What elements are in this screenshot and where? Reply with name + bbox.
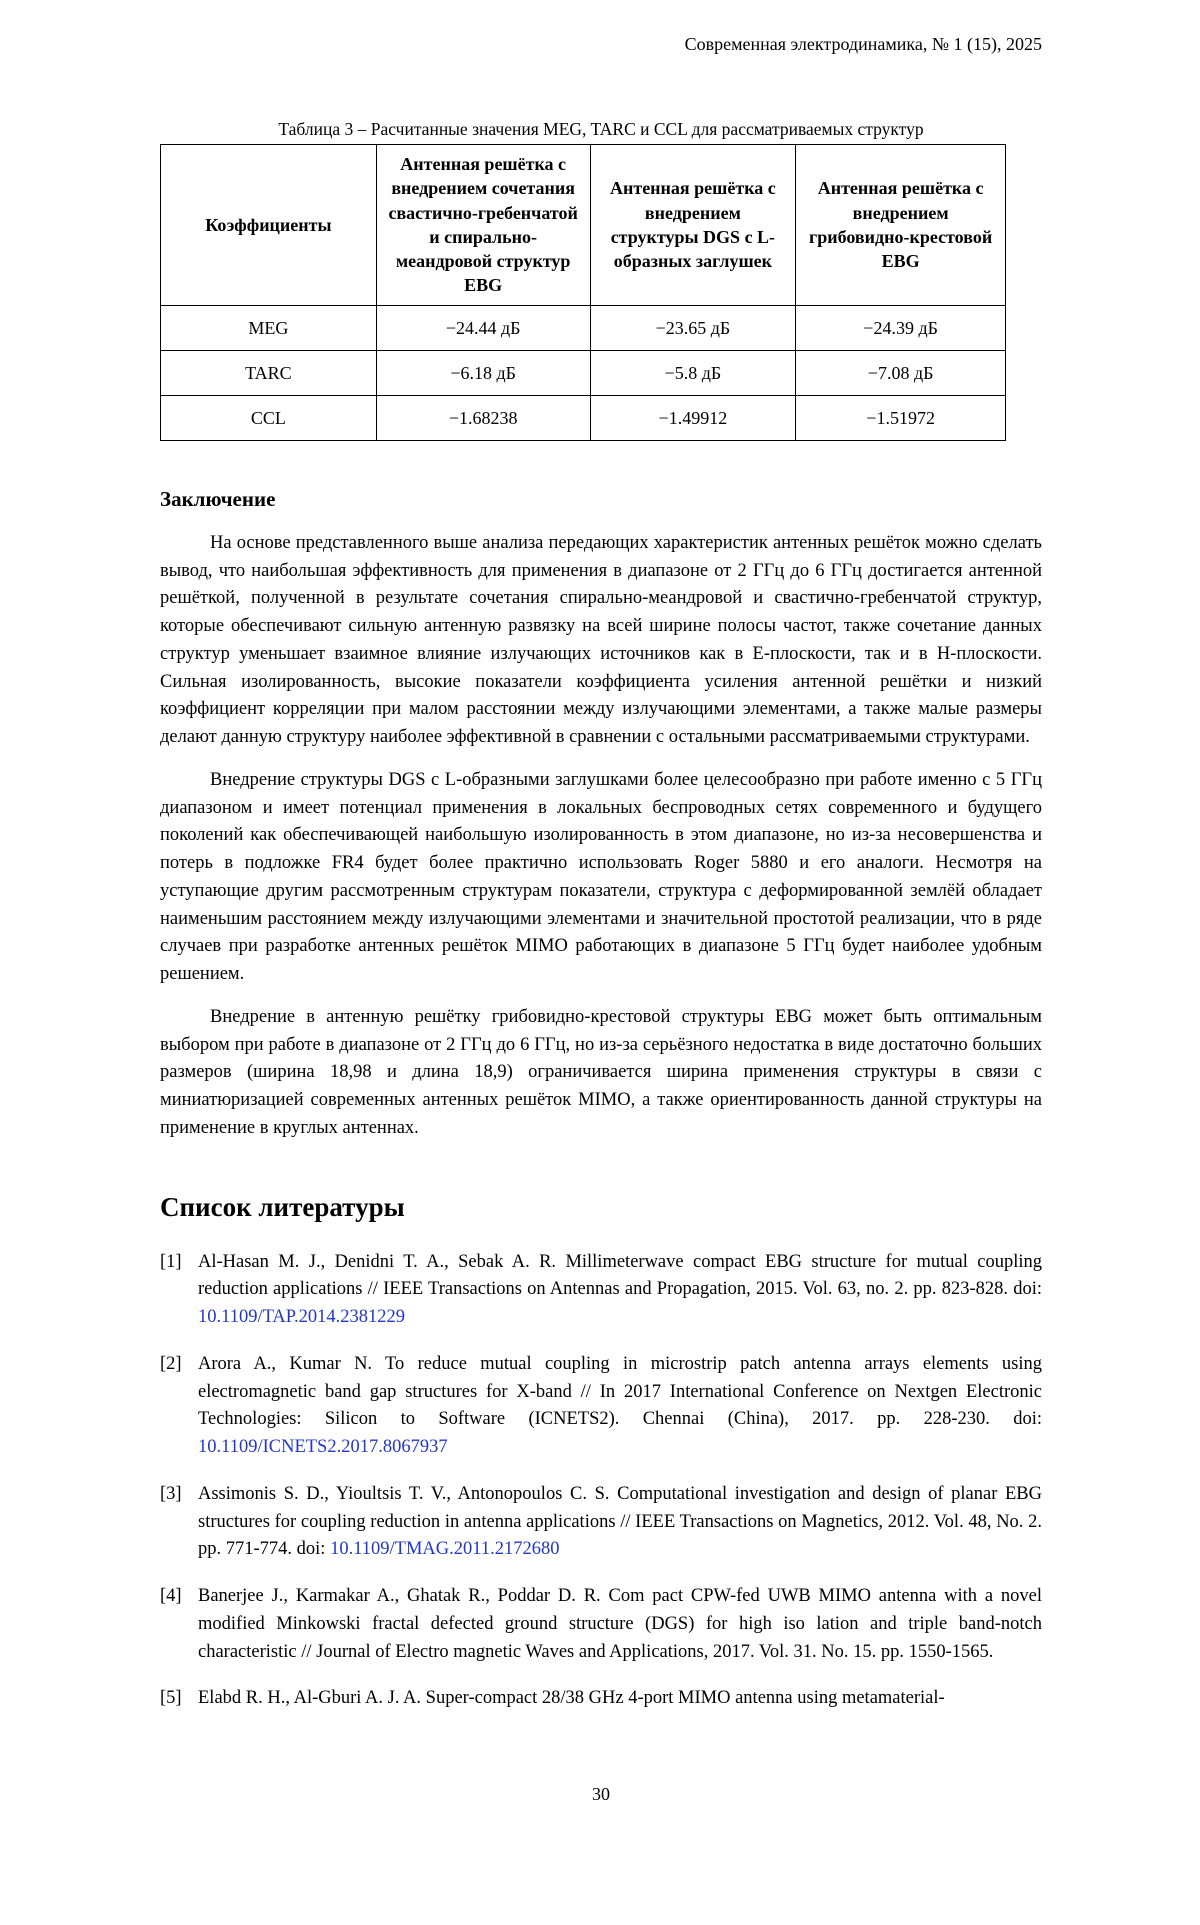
reference-number: [1]	[160, 1251, 182, 1272]
doi-link[interactable]: 10.1109/ICNETS2.2017.8067937	[198, 1437, 448, 1458]
row-label-meg: MEG	[161, 305, 377, 350]
doi-link[interactable]: 10.1109/TMAG.2011.2172680	[330, 1539, 560, 1560]
table-row	[161, 395, 1006, 440]
reference-text: Banerjee J., Karmakar A., Ghatak R., Poddar D. R. Com pact CPW-fed UWB MIMO antenna with a novel modified Minkowski fractal defected ground structure (DGS) for high iso lation and triple band-notch characteristic // Journal of Electro magnetic Waves and Applications, 2017. Vol. 31. No. 15. pp. 1550-1565.	[198, 1586, 1042, 1662]
table-cell: −1.51972	[796, 395, 1006, 440]
doi-link[interactable]: 10.1109/TAP.2014.2381229	[198, 1307, 405, 1328]
reference-item	[160, 1249, 1042, 1332]
references-heading: Список литературы	[160, 1191, 405, 1222]
reference-item	[160, 1583, 1042, 1666]
reference-item	[160, 1481, 1042, 1564]
conclusion-paragraph: Внедрение в антенную решётку грибовидно-крестовой структуры EBG может быть оптимальным выбором при работе в диапазоне от 2 ГГц до 6 ГГц, но из-за серьёзного недостатка в виде достаточно больших размеров (ширина 18,98 и длина 18,9) ограничивается ширина применения структуры в связи с миниатюризацией современных антенных решёток MIMO, а также ориентированность данной структуры на применение в круглых антеннах.	[160, 1006, 1042, 1138]
reference-text: Elabd R. H., Al-Gburi A. J. A. Super-compact 28/38 GHz 4-port MIMO antenna using metamaterial-	[198, 1688, 945, 1709]
page-number: 30	[592, 1784, 610, 1805]
table-header-structure-1: Антенная решётка с внедрением сочетания свастично-гребенчатой и спирально-меандровой структур EBG	[376, 145, 590, 306]
table-cell: −6.18 дБ	[376, 350, 590, 395]
table-header-structure-2: Антенная решётка с внедрением структуры DGS с L-образных заглушек	[590, 145, 796, 306]
reference-number: [2]	[160, 1353, 182, 1374]
reference-number: [4]	[160, 1586, 182, 1607]
reference-number: [5]	[160, 1688, 182, 1709]
table-row	[161, 350, 1006, 395]
reference-text: Arora A., Kumar N. To reduce mutual coupling in microstrip patch antenna arrays elements using electromagnetic band gap structures for X-band // In 2017 International Conference on Nextgen Electronic Technologies: Silicon to Software (ICNETS2). Chennai (China), 2017. pp. 228-230. doi:	[198, 1353, 1042, 1430]
conclusion-heading: Заключение	[160, 486, 276, 511]
table-header-row	[161, 145, 1006, 306]
table-cell: −24.39 дБ	[796, 305, 1006, 350]
table-row	[161, 305, 1006, 350]
reference-text: Al-Hasan M. J., Denidni T. A., Sebak A. R. Millimeterwave compact EBG structure for mutual coupling reduction applications // IEEE Transactions on Antennas and Propagation, 2015. Vol. 63, no. 2. pp. 823-828. doi:	[198, 1251, 1042, 1300]
reference-number: [3]	[160, 1483, 182, 1504]
reference-item	[160, 1351, 1042, 1462]
conclusion-paragraph: На основе представленного выше анализа передающих характеристик антенных решёток можно сделать вывод, что наибольшая эффективность для применения в диапазоне от 2 ГГц до 6 ГГц достигается антенной решёткой, полученной в результате сочетания спирально-меандровой и свастично-гребенчатой структур, которые обеспечивают сильную антенную развязку на всей ширине полосы частот, также сочетание данных структур уменьшает взаимное влияние излучающих источников как в E-плоскости, так и в H-плоскости. Сильная изолированность, высокие показатели коэффициента усиления антенной решётки и низкий коэффициент корреляции при малом расстоянии между излучающими элементами, а также малые размеры делают данную структуру наиболее эффективной в сравнении с остальными рассматриваемыми структурами.	[160, 532, 1042, 748]
table-caption: Таблица 3 – Расчитанные значения MEG, TARC и CCL для рассматриваемых структур	[278, 119, 924, 139]
conclusion-paragraph: Внедрение структуры DGS с L-образными заглушками более целесообразно при работе именно с 5 ГГц диапазоном и имеет потенциал применения в локальных беспроводных сетях современного и будущего поколений как обеспечивающей наибольшую изолированность в этом диапазоне, но из-за несовершенства и потерь в подложке FR4 будет более практично использовать Roger 5880 и его аналоги. Несмотря на уступающие другим рассмотренным структурам показатели, структура с деформированной землёй обладает наименьшим расстоянием между излучающими элементами и значительной простотой реализации, что в ряде случаев при разработке антенных решёток MIMO работающих в диапазоне 5 ГГц будет наиболее удобным решением.	[160, 769, 1042, 985]
table-cell: −23.65 дБ	[590, 305, 796, 350]
results-table	[160, 144, 1006, 441]
reference-item	[160, 1685, 1042, 1713]
table-cell: −7.08 дБ	[796, 350, 1006, 395]
journal-header: Современная электродинамика, № 1 (15), 2025	[684, 34, 1042, 54]
row-label-ccl: CCL	[161, 395, 377, 440]
table-header-coefficients: Коэффициенты	[161, 145, 377, 306]
row-label-tarc: TARC	[161, 350, 377, 395]
table-cell: −1.68238	[376, 395, 590, 440]
table-cell: −1.49912	[590, 395, 796, 440]
reference-text: Assimonis S. D., Yioultsis T. V., Antonopoulos C. S. Computational investigation and design of planar EBG structures for coupling reduction in antenna applications // IEEE Transactions on Magnetics, 2012. Vol. 48, No. 2. pp. 771-774. doi:	[198, 1483, 1042, 1560]
table-cell: −5.8 дБ	[590, 350, 796, 395]
table-cell: −24.44 дБ	[376, 305, 590, 350]
table-header-structure-3: Антенная решётка с внедрением грибовидно-крестовой EBG	[796, 145, 1006, 306]
